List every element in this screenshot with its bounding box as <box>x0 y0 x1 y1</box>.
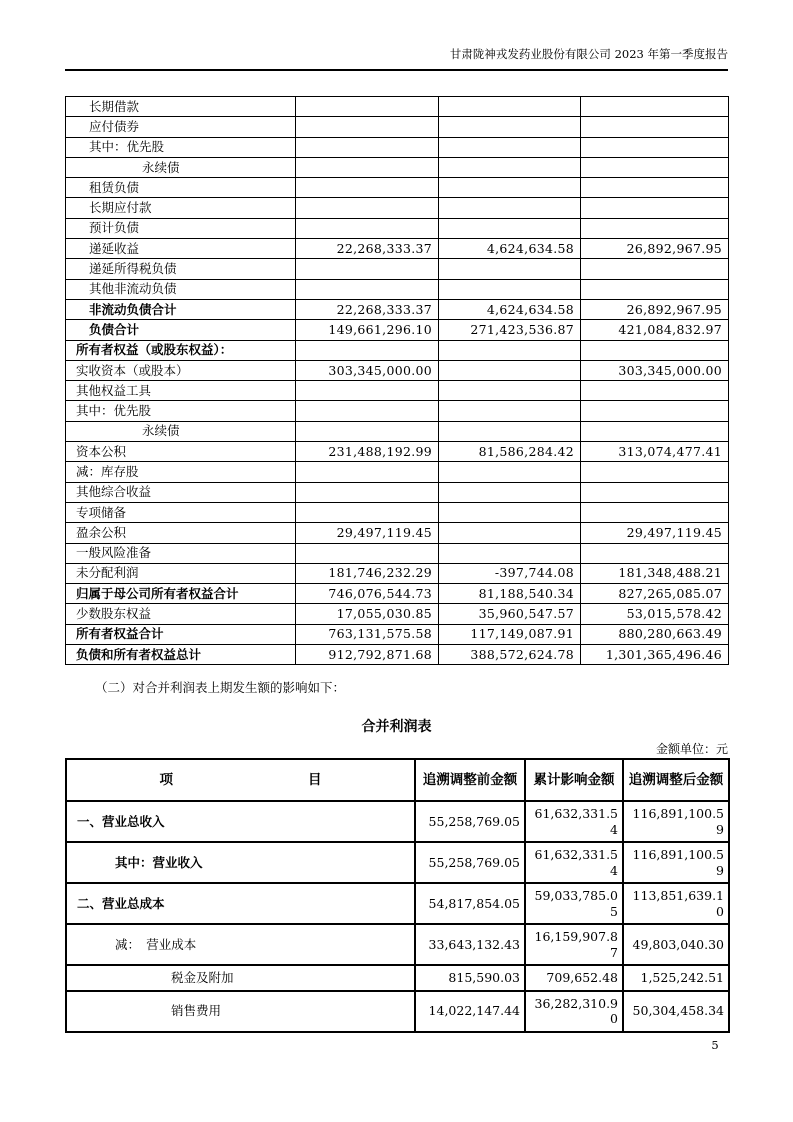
cell-value <box>296 401 439 421</box>
cell-value <box>296 462 439 482</box>
cell-value: 26,892,967.95 <box>581 239 729 259</box>
row-label: 少数股东权益 <box>66 604 296 624</box>
cell-value <box>581 218 729 238</box>
header-col-after: 追溯调整后金额 <box>623 759 729 801</box>
row-label: 永续债 <box>66 421 296 441</box>
document-header <box>65 47 728 71</box>
cell-value <box>296 482 439 502</box>
cell-value: 231,488,192.99 <box>296 442 439 462</box>
table-row <box>66 259 729 279</box>
cell-value: 59,033,785.05 <box>525 883 623 924</box>
row-label: 所有者权益合计 <box>66 624 296 644</box>
cell-value: 763,131,575.58 <box>296 624 439 644</box>
cell-value <box>296 137 439 157</box>
row-label: 长期借款 <box>66 97 296 117</box>
cell-value: 303,345,000.00 <box>296 360 439 380</box>
cell-value: 36,282,310.90 <box>525 991 623 1032</box>
cell-value: 81,188,540.34 <box>439 584 581 604</box>
cell-value: 827,265,085.07 <box>581 584 729 604</box>
cell-value <box>581 401 729 421</box>
cell-value: 29,497,119.45 <box>581 523 729 543</box>
cell-value <box>439 381 581 401</box>
cell-value <box>296 279 439 299</box>
cell-value: 33,643,132.43 <box>415 924 525 965</box>
cell-value: 49,803,040.30 <box>623 924 729 965</box>
cell-value: 303,345,000.00 <box>581 360 729 380</box>
header-col-impact: 累计影响金额 <box>525 759 623 801</box>
table-row <box>66 584 729 604</box>
cell-value: 113,851,639.10 <box>623 883 729 924</box>
cell-value: 271,423,536.87 <box>439 320 581 340</box>
cell-value <box>581 137 729 157</box>
cell-value: 149,661,296.10 <box>296 320 439 340</box>
cell-value <box>439 157 581 177</box>
cell-value: 181,348,488.21 <box>581 563 729 583</box>
row-label: 其他权益工具 <box>66 381 296 401</box>
row-label: 其中：优先股 <box>66 137 296 157</box>
cell-value: 181,746,232.29 <box>296 563 439 583</box>
table-row <box>66 157 729 177</box>
table-row <box>66 991 729 1032</box>
cell-value <box>439 482 581 502</box>
table-row <box>66 883 729 924</box>
row-label: 减：库存股 <box>66 462 296 482</box>
cell-value: 29,497,119.45 <box>296 523 439 543</box>
cell-value <box>296 178 439 198</box>
cell-value <box>439 523 581 543</box>
row-label: 所有者权益（或股东权益）： <box>66 340 296 360</box>
row-label: 销售费用 <box>66 991 415 1032</box>
row-label: 其中：优先股 <box>66 401 296 421</box>
table-row <box>66 842 729 883</box>
table-row <box>66 482 729 502</box>
cell-value: 22,268,333.37 <box>296 299 439 319</box>
row-label: 负债合计 <box>66 320 296 340</box>
cell-value <box>439 137 581 157</box>
cell-value <box>581 502 729 522</box>
cell-value <box>581 97 729 117</box>
table-row <box>66 462 729 482</box>
table-row <box>66 645 729 665</box>
cell-value <box>296 218 439 238</box>
row-label: 税金及附加 <box>66 965 415 991</box>
cell-value: 709,652.48 <box>525 965 623 991</box>
cell-value: 55,258,769.05 <box>415 801 525 842</box>
cell-value <box>296 381 439 401</box>
cell-value <box>581 482 729 502</box>
cell-value <box>439 178 581 198</box>
cell-value: 746,076,544.73 <box>296 584 439 604</box>
cell-value <box>296 543 439 563</box>
income-table-title: 合并利润表 <box>361 719 432 735</box>
table-row <box>66 604 729 624</box>
cell-value: 50,304,458.34 <box>623 991 729 1032</box>
row-label: 其中：营业收入 <box>66 842 415 883</box>
cell-value: -397,744.08 <box>439 563 581 583</box>
row-label: 专项储备 <box>66 502 296 522</box>
cell-value <box>439 117 581 137</box>
row-label: 永续债 <box>66 157 296 177</box>
cell-value: 421,084,832.97 <box>581 320 729 340</box>
cell-value <box>439 218 581 238</box>
cell-value: 81,586,284.42 <box>439 442 581 462</box>
cell-value: 117,149,087.91 <box>439 624 581 644</box>
table-row <box>66 239 729 259</box>
cell-value <box>439 360 581 380</box>
table-row <box>66 543 729 563</box>
cell-value: 880,280,663.49 <box>581 624 729 644</box>
table-row <box>66 178 729 198</box>
cell-value: 17,055,030.85 <box>296 604 439 624</box>
cell-value: 61,632,331.54 <box>525 842 623 883</box>
header-item <box>66 759 415 801</box>
page-number: 5 <box>711 1038 719 1052</box>
cell-value <box>439 259 581 279</box>
cell-value <box>439 401 581 421</box>
cell-value <box>296 259 439 279</box>
row-label: 一般风险准备 <box>66 543 296 563</box>
row-label: 预计负债 <box>66 218 296 238</box>
cell-value: 815,590.03 <box>415 965 525 991</box>
table-row <box>66 421 729 441</box>
cell-value <box>581 421 729 441</box>
row-label: 递延收益 <box>66 239 296 259</box>
cell-value: 1,301,365,496.46 <box>581 645 729 665</box>
cell-value: 53,015,578.42 <box>581 604 729 624</box>
table-row <box>66 340 729 360</box>
cell-value <box>581 279 729 299</box>
unit-label: 金额单位：元 <box>655 742 728 756</box>
cell-value: 61,632,331.54 <box>525 801 623 842</box>
row-label: 应付债券 <box>66 117 296 137</box>
table-row <box>66 442 729 462</box>
table-header-row <box>66 759 729 801</box>
row-label: 资本公积 <box>66 442 296 462</box>
cell-value <box>439 198 581 218</box>
table-row <box>66 117 729 137</box>
cell-value <box>296 97 439 117</box>
table-row <box>66 523 729 543</box>
cell-value: 35,960,547.57 <box>439 604 581 624</box>
table-row <box>66 198 729 218</box>
cell-value: 1,525,242.51 <box>623 965 729 991</box>
table-row <box>66 924 729 965</box>
table-row <box>66 360 729 380</box>
table-row <box>66 502 729 522</box>
cell-value <box>581 462 729 482</box>
row-label: 其他综合收益 <box>66 482 296 502</box>
row-label: 未分配利润 <box>66 563 296 583</box>
header-item-left: 项 <box>159 771 173 788</box>
table-row <box>66 381 729 401</box>
cell-value <box>581 117 729 137</box>
table-row <box>66 965 729 991</box>
income-statement-table <box>65 758 730 1033</box>
report-title: 甘肃陇神戎发药业股份有限公司 2023 年第一季度报告 <box>449 47 728 61</box>
cell-value <box>439 502 581 522</box>
row-label: 负债和所有者权益总计 <box>66 645 296 665</box>
header-item-right: 目 <box>308 771 322 788</box>
cell-value <box>439 462 581 482</box>
table-row <box>66 401 729 421</box>
cell-value: 388,572,624.78 <box>439 645 581 665</box>
row-label: 归属于母公司所有者权益合计 <box>66 584 296 604</box>
table-row <box>66 299 729 319</box>
row-label: 减： 营业成本 <box>66 924 415 965</box>
cell-value <box>439 421 581 441</box>
cell-value <box>581 340 729 360</box>
cell-value: 55,258,769.05 <box>415 842 525 883</box>
cell-value <box>439 97 581 117</box>
cell-value <box>581 178 729 198</box>
row-label: 递延所得税负债 <box>66 259 296 279</box>
cell-value <box>581 381 729 401</box>
cell-value <box>296 421 439 441</box>
cell-value <box>581 157 729 177</box>
table-row <box>66 801 729 842</box>
cell-value <box>439 543 581 563</box>
cell-value <box>296 502 439 522</box>
cell-value: 16,159,907.87 <box>525 924 623 965</box>
section-intro: （二）对合并利润表上期发生额的影响如下： <box>95 680 346 695</box>
cell-value: 313,074,477.41 <box>581 442 729 462</box>
cell-value <box>581 259 729 279</box>
table-row <box>66 218 729 238</box>
cell-value: 26,892,967.95 <box>581 299 729 319</box>
cell-value: 54,817,854.05 <box>415 883 525 924</box>
row-label: 二、营业总成本 <box>66 883 415 924</box>
cell-value <box>581 543 729 563</box>
balance-sheet-table <box>65 96 729 665</box>
cell-value <box>296 117 439 137</box>
cell-value: 22,268,333.37 <box>296 239 439 259</box>
row-label: 非流动负债合计 <box>66 299 296 319</box>
cell-value: 116,891,100.59 <box>623 801 729 842</box>
row-label: 盈余公积 <box>66 523 296 543</box>
table-row <box>66 563 729 583</box>
cell-value <box>439 279 581 299</box>
cell-value: 4,624,634.58 <box>439 239 581 259</box>
table-row <box>66 137 729 157</box>
row-label: 实收资本（或股本） <box>66 360 296 380</box>
row-label: 其他非流动负债 <box>66 279 296 299</box>
cell-value: 14,022,147.44 <box>415 991 525 1032</box>
row-label: 一、营业总收入 <box>66 801 415 842</box>
row-label: 长期应付款 <box>66 198 296 218</box>
cell-value: 116,891,100.59 <box>623 842 729 883</box>
header-col-before: 追溯调整前金额 <box>415 759 525 801</box>
cell-value <box>296 340 439 360</box>
table-row <box>66 279 729 299</box>
table-row <box>66 320 729 340</box>
cell-value <box>296 157 439 177</box>
cell-value <box>296 198 439 218</box>
cell-value: 4,624,634.58 <box>439 299 581 319</box>
row-label: 租赁负债 <box>66 178 296 198</box>
table-row <box>66 624 729 644</box>
cell-value: 912,792,871.68 <box>296 645 439 665</box>
table-row <box>66 97 729 117</box>
cell-value <box>581 198 729 218</box>
cell-value <box>439 340 581 360</box>
